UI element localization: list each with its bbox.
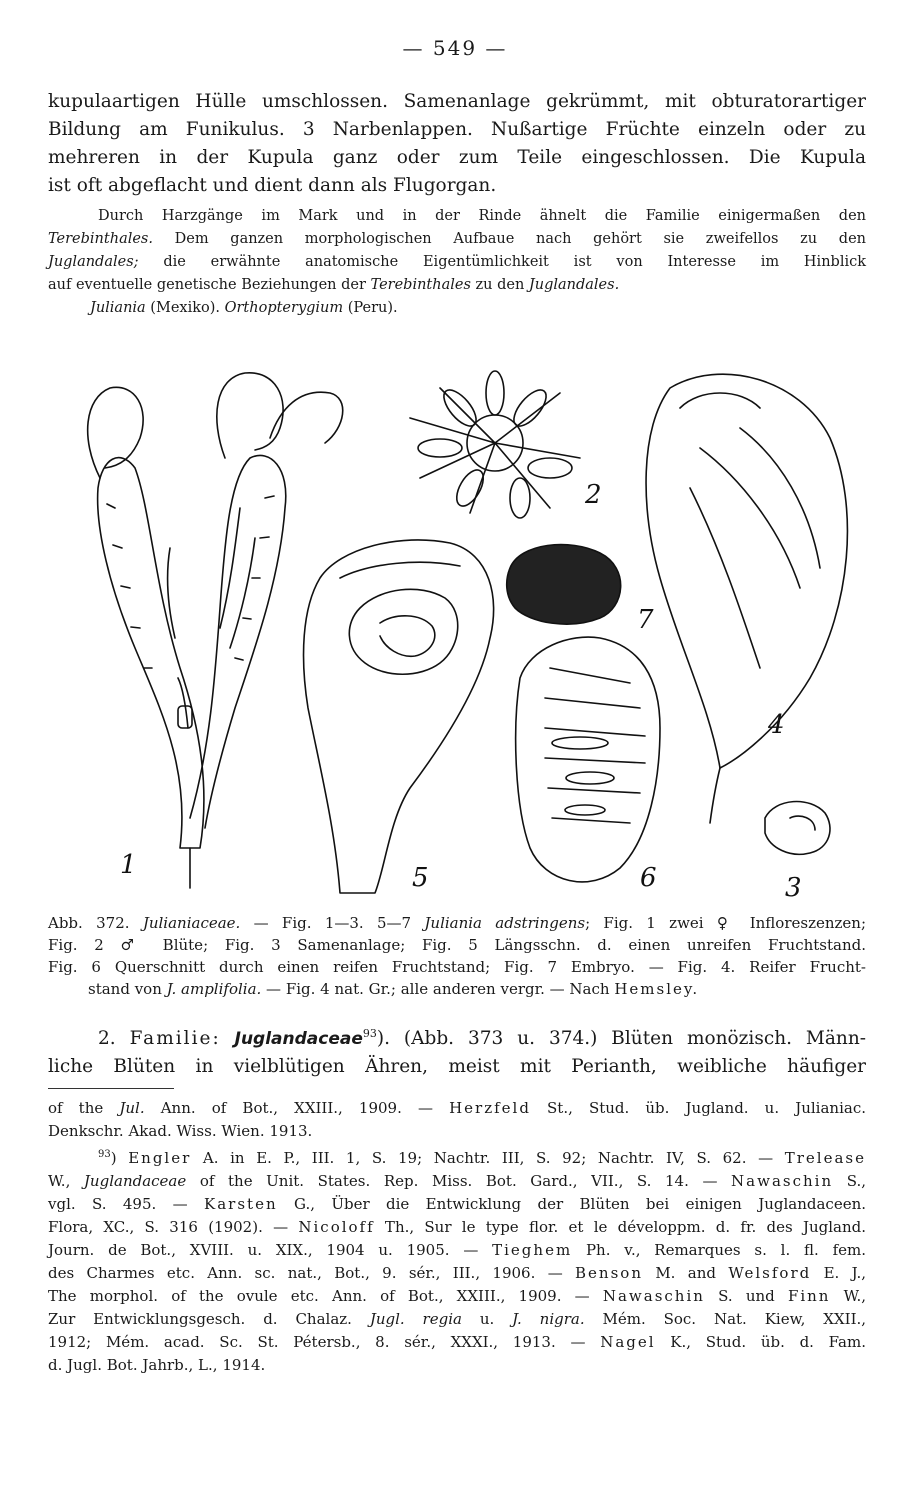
text-run: 2.: [98, 1028, 130, 1050]
text-run: Th., Sur le type flor. et le développm. d. fr. des Jugland.: [374, 1218, 866, 1236]
fig2-male-flower: [410, 371, 580, 518]
genus-name: Juliania: [90, 300, 146, 316]
fig-label-7: 7: [637, 605, 654, 635]
text-run: u.: [461, 1310, 513, 1328]
taxon-name: Juglandales.: [528, 277, 620, 293]
page-number: — 549 —: [402, 36, 508, 60]
fig6-cross-section: [516, 637, 660, 882]
text-run: of the: [48, 1099, 120, 1117]
footnote-line: [48, 1097, 866, 1120]
text-run: ): [110, 1149, 129, 1167]
taxon-name: J. nigra.: [512, 1310, 585, 1328]
taxon-name: Jugl. regia: [369, 1310, 462, 1328]
text-run: Zur Entwicklungsgesch. d. Chalaz.: [48, 1310, 370, 1328]
taxon-name: J. amplifolia.: [166, 980, 262, 998]
text-run: St., Stud. üb. Jugland. u. Julianiac.: [530, 1099, 866, 1117]
text-run: ). (Abb. 373 u. 374.) Blüten monözisch. Männ-: [376, 1028, 866, 1050]
text-run: ; Fig. 1 zwei ♀ Infloreszenzen;: [585, 914, 867, 932]
text-run: zu den: [470, 277, 529, 293]
taxon-name: Terebinthales: [370, 277, 471, 293]
caption-line: [48, 978, 866, 1000]
text-run: Dem ganzen morphologischen Aufbaue nach gehört sie zweifellos zu den: [152, 231, 866, 247]
text-run: M. and: [642, 1264, 729, 1282]
caption-line: Fig. 2 ♂ Blüte; Fig. 3 Samenanlage; Fig. 5 Längsschn. d. einen unreifen Fruchtstand.: [48, 936, 866, 954]
text-line: [48, 1020, 866, 1053]
text-run: auf eventuelle genetische Beziehungen der: [48, 277, 371, 293]
author-name: Hemsley.: [614, 980, 700, 998]
text-line: [48, 274, 866, 297]
figure-plate: [40, 348, 870, 908]
text-run: Journ. de Bot., XVIII. u. XIX., 1904 u. 1905. —: [48, 1241, 493, 1259]
fig5-longitudinal-section: [304, 540, 494, 893]
text-run: of the Unit. States. Rep. Miss. Bot. Gard., VII., S. 14. —: [186, 1172, 732, 1190]
text-run: Abb. 372.: [48, 914, 143, 932]
text-run: A. in E. P., III. 1, S. 19; Nachtr. III, S. 92; Nachtr. IV, S. 62. —: [191, 1149, 785, 1167]
genus-name: Orthopterygium: [224, 300, 344, 316]
text-run: — Fig. 4 nat. Gr.; alle anderen vergr. — Nach: [261, 980, 615, 998]
footnote-line: [48, 1193, 866, 1216]
intro-paragraph: [48, 88, 866, 200]
text-run: Ph. v., Remarques s. l. fl. fem.: [572, 1241, 866, 1259]
fig4-fruit-stand: [646, 374, 847, 823]
text-run: Ann. of Bot., XXIII., 1909. —: [144, 1099, 450, 1117]
footnote-ref: 93: [362, 1027, 377, 1040]
text-run: (Mexiko).: [145, 300, 225, 316]
caption-line: [48, 912, 866, 934]
text-run: W.,: [830, 1287, 866, 1305]
family-label: Familie:: [129, 1028, 221, 1050]
genera-line: [48, 297, 866, 320]
figure-caption: [48, 912, 866, 1000]
text-run: die erwähnte anatomische Eigentümlichkeit ist von Interesse im Hinblick: [138, 254, 866, 270]
taxon-name: Terebinthales.: [48, 231, 153, 247]
author-name: Nawaschin: [731, 1172, 834, 1190]
caption-line: Fig. 6 Querschnitt durch einen reifen Fruchtstand; Fig. 7 Embryo. — Fig. 4. Reifer Frucht-: [48, 958, 866, 976]
text-run: G., Über die Entwicklung der Blüten bei einigen Juglandaceen.: [277, 1195, 867, 1213]
text-run: stand von: [88, 980, 167, 998]
footnote-mark: 93: [98, 1149, 111, 1160]
taxon-name: Julianiaceae.: [142, 914, 241, 932]
footnote-rule: [48, 1088, 174, 1089]
fig-label-5: 5: [412, 863, 429, 893]
family-name: Juglandaceae: [234, 1029, 363, 1050]
text-run: E. J.,: [811, 1264, 866, 1282]
text-line: mehreren in der Kupula ganz oder zum Teile eingeschlossen. Die Kupula: [48, 147, 866, 168]
fig-label-4: 4: [768, 710, 785, 740]
text-run: vgl. S. 495. —: [48, 1195, 205, 1213]
footnote-line: [48, 1143, 866, 1170]
text-line: [48, 228, 866, 251]
botanical-illustration: [40, 348, 870, 908]
text-run: des Charmes etc. Ann. sc. nat., Bot., 9. sér., III., 1906. —: [48, 1264, 576, 1282]
taxon-name: Juglandales;: [48, 254, 139, 270]
footnotes: [48, 1097, 866, 1377]
fig-label-3: 3: [785, 873, 802, 903]
footnote-line: [48, 1308, 866, 1331]
text-run: 1912; Mém. acad. Sc. St. Pétersb., 8. sér., XXXI., 1913. —: [48, 1333, 601, 1351]
author-name: Finn: [787, 1287, 831, 1305]
taxon-name: Jul.: [119, 1099, 145, 1117]
text-line: liche Blüten in vielblütigen Ähren, meist mit Perianth, weibliche häufiger: [48, 1056, 866, 1078]
author-name: Karsten: [204, 1195, 278, 1213]
text-run: W.,: [48, 1172, 84, 1190]
fig-label-1: 1: [120, 850, 137, 880]
text-run: Mém. Soc. Nat. Kiew, XXII.,: [584, 1310, 867, 1328]
author-name: Engler: [128, 1149, 192, 1167]
text-line: Durch Harzgänge im Mark und in der Rinde ähnelt die Familie einigermaßen den: [98, 208, 866, 224]
footnote-line: [48, 1285, 866, 1308]
footnote-line: d. Jugl. Bot. Jahrb., L., 1914.: [48, 1356, 266, 1374]
fig-label-2: 2: [585, 480, 602, 510]
taxon-name: Juglandaceae: [83, 1172, 187, 1190]
footnote-line: [48, 1239, 866, 1262]
footnote-line: [48, 1262, 866, 1285]
text-line: ist oft abgeflacht und dient dann als Flugorgan.: [48, 175, 497, 196]
text-run: (Peru).: [343, 300, 398, 316]
family-paragraph: [48, 1020, 866, 1081]
fig3-ovule: [765, 802, 830, 855]
text-run: Flora, XC., S. 316 (1902). —: [48, 1218, 299, 1236]
text-run: The morphol. of the ovule etc. Ann. of Bot., XXIII., 1909. —: [48, 1287, 603, 1305]
author-name: Tieghem: [492, 1241, 573, 1259]
author-name: Nicoloff: [298, 1218, 375, 1236]
footnote-line: Denkschr. Akad. Wiss. Wien. 1913.: [48, 1122, 313, 1140]
taxon-name: Juliania adstringens: [424, 914, 586, 932]
author-name: Trelease: [784, 1149, 866, 1167]
author-name: Welsford: [728, 1264, 812, 1282]
text-run: S.,: [833, 1172, 866, 1190]
author-name: Herzfeld: [449, 1099, 531, 1117]
footnote-line: [48, 1170, 866, 1193]
text-line: [48, 251, 866, 274]
author-name: Nagel: [600, 1333, 656, 1351]
fig-label-6: 6: [640, 863, 657, 893]
footnote-line: [48, 1331, 866, 1354]
text-run: S. und: [704, 1287, 788, 1305]
author-name: Nawaschin: [602, 1287, 705, 1305]
author-name: Benson: [575, 1264, 643, 1282]
footnote-line: [48, 1216, 866, 1239]
note-paragraph: [48, 205, 866, 320]
text-line: Bildung am Funikulus. 3 Narbenlappen. Nußartige Früchte einzeln oder zu: [48, 119, 866, 140]
text-run: — Fig. 1—3. 5—7: [240, 914, 425, 932]
fig7-embryo: [507, 545, 621, 625]
text-run: K., Stud. üb. d. Fam.: [655, 1333, 866, 1351]
text-line: kupulaartigen Hülle umschlossen. Samenanlage gekrümmt, mit obturatorartiger: [48, 91, 866, 112]
